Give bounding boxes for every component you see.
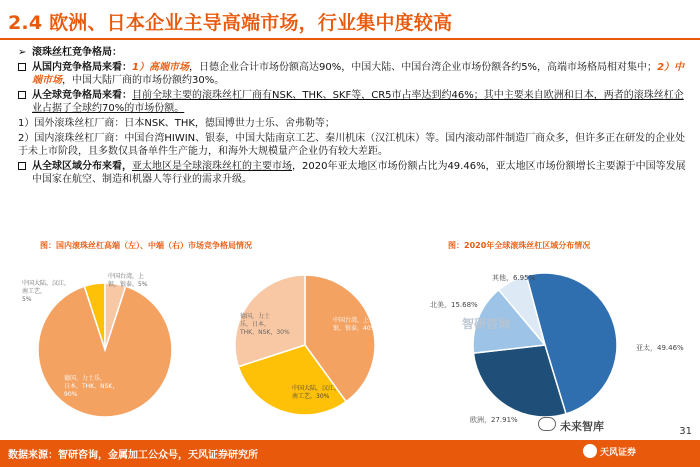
p2-underlined: 目前全球主要的滚珠丝杠厂商有NSK、THK、SKF等，CR5市占率达到约46%； (132, 90, 484, 101)
p5-rest: ，2020年亚太地区市场份额占比为49.46%，亚太地区市场份额增长主要源于中国等发展中国家在航空、制造和机器人等行业的需求升级。 (32, 161, 686, 185)
p1-lead: 从国内竞争格局来看： (32, 62, 132, 73)
paragraph-domestic (18, 61, 690, 87)
paragraph-region (18, 160, 690, 186)
pie-mid-end-label-left-line-0: 德国，力士 (240, 313, 271, 320)
pie-mid-end-label-left-line-1: 乐，日本， (240, 321, 271, 328)
right-chart-title-text: 图：2020年全球滚珠丝杠区域分布情况 (448, 241, 591, 250)
p1-tail: ，中国大陆厂商的市场份额约30%。 (62, 75, 225, 86)
title-bar (0, 0, 700, 40)
paragraph-domestic-makers: 2）国内滚珠丝杠厂商：中国台湾HIWIN、银泰，中国大陆南京工艺、秦川机床（汉江机床）等。国内滚动部件制造厂商众多，但许多正在研发的企业处于未上市阶段，且多数仅具备单件生产能力，和海外大规模量产企业仍有较大差距。 (18, 133, 686, 157)
pie-high-end-label-top-line-0: 中国台湾，上 (108, 273, 145, 280)
pie-regions-label-other-line-0: 其他，6.95% (492, 274, 536, 282)
p1-mid: ，日德企业合计市场份额高达90%，中国大陆、中国台湾企业市场份额各约5%，高端市场格局相对集中； (188, 62, 658, 73)
page-title: 2.4 欧洲、日本企业主导高端市场，行业集中度较高 (8, 12, 453, 34)
checkbox-bullet-icon (18, 61, 30, 75)
brand-logo-icon (583, 444, 597, 458)
pie-high-end-label-big-line-1: 日本，THK、NSK， (64, 383, 119, 390)
pie-regions-label-ap-line-0: 亚太，49.46% (636, 344, 684, 352)
left-chart-title-text: 图：国内滚珠丝杠高端（左）、中端（右）市场竞争格局情况 (40, 241, 252, 250)
wechat-logo-icon (538, 417, 556, 431)
brand-name: 天风证券 (600, 448, 637, 458)
p5-lead: 从全球区域分布来看， (32, 161, 132, 172)
pie-high-end-label-left-line-1: 南工艺， (22, 288, 47, 295)
p2-lead: 从全球竞争格局来看： (32, 90, 132, 101)
pie-high-end-label-top-line-1: 银，银泰，5% (108, 281, 148, 288)
pie-mid-end-label-left-line-2: THK、NSK，30% (240, 329, 290, 336)
pie-regions-label-eu-line-0: 欧洲，27.91% (470, 416, 518, 424)
checkbox-bullet-icon (18, 89, 30, 103)
paragraph-global (18, 89, 690, 115)
p5-underlined: 亚太地区是全球滚珠丝杠的主要市场 (132, 161, 292, 172)
checkbox-bullet-icon (18, 160, 30, 174)
body-text (18, 46, 690, 188)
pie-regions-label-na-line-0: 北美，15.68% (430, 301, 478, 309)
paragraph-foreign-makers: 1）国外滚珠丝杠厂商：日本NSK、THK，德国博世力士乐、舍弗勒等； (18, 118, 335, 129)
pie-high-end-label-left-line-2: 5% (22, 296, 32, 303)
pie-high-end-label-big-line-2: 90% (64, 391, 78, 398)
pie-high-end-label-left-line-0: 中国大陆，汉江， (22, 280, 71, 287)
watermark-brand: 未来智库 (560, 420, 604, 433)
p2-rest: 其中主要来自欧洲和日本，两者的滚珠丝杠企业占据了全球约70%的市场份额。 (32, 90, 684, 114)
p1-highlight-high-end: 1）高端市场 (132, 62, 189, 73)
pie-mid-end-label-right-line-0: 中国台湾，上 (333, 317, 370, 324)
heading-competition (18, 46, 690, 59)
chart-watermark: 智研咨询 (462, 317, 511, 331)
pie-mid-end-label-bottom-line-0: 中国大陆，汉江， (292, 385, 341, 392)
arrow-bullet-icon: ➢ (18, 47, 27, 58)
p1-highlight-mid-end: 2）中端市场 (32, 62, 685, 86)
heading-text: 滚珠丝杠竞争格局： (32, 47, 122, 58)
source-note: 数据来源：智研咨询，金属加工公众号，天风证券研究所 (8, 450, 258, 461)
pie-mid-end-label-bottom-line-1: 南工艺，30% (292, 393, 330, 400)
title-divider (0, 38, 700, 40)
page-number: 31 (679, 426, 692, 437)
pie-high-end-label-big-line-0: 德国、力士乐， (64, 375, 107, 382)
pie-mid-end-label-right-line-1: 银，银泰，40% (333, 325, 377, 332)
